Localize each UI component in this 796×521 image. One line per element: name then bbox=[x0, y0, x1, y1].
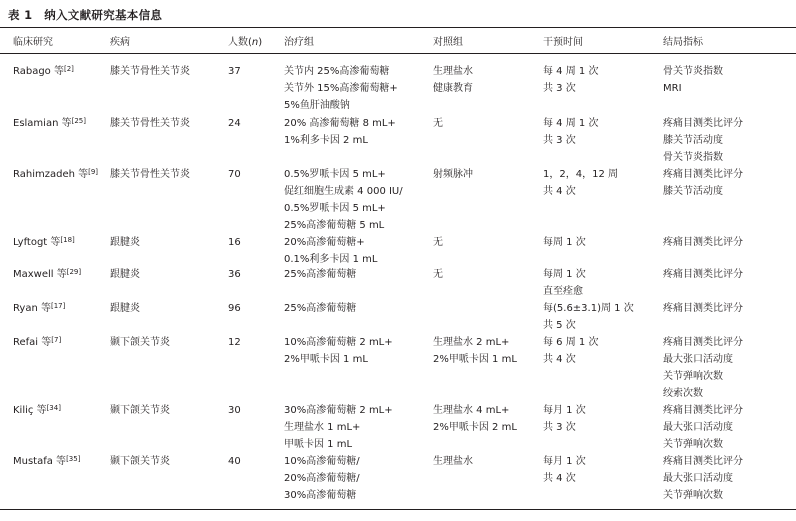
cell-study bbox=[13, 453, 80, 470]
study-author: Refai 等 bbox=[13, 337, 52, 348]
cell-treatment bbox=[284, 266, 356, 283]
cell-treatment-line: 10%高渗葡萄糖/ bbox=[284, 456, 360, 467]
cell-intervention-line: 1，2，4，12 周 bbox=[543, 169, 618, 180]
cell-intervention bbox=[543, 166, 618, 200]
cell-intervention-line: 每 4 周 1 次 bbox=[543, 66, 599, 77]
header-n bbox=[228, 36, 262, 50]
cell-treatment-line: 20%高渗葡萄糖+ bbox=[284, 237, 365, 248]
cell-intervention-line: 共 5 次 bbox=[543, 320, 576, 331]
study-author: Rahimzadeh 等 bbox=[13, 169, 89, 180]
cell-treatment-line: 生理盐水 1 mL+ bbox=[284, 422, 361, 433]
cell-treatment-line: 20%高渗葡萄糖/ bbox=[284, 473, 360, 484]
cell-outcome-line: 关节弹响次数 bbox=[663, 439, 723, 450]
cell-n: 24 bbox=[228, 118, 241, 129]
cell-outcome bbox=[663, 266, 743, 283]
cell-outcome bbox=[663, 63, 723, 97]
study-author: Eslamian 等 bbox=[13, 118, 72, 129]
cell-intervention-line: 每月 1 次 bbox=[543, 405, 586, 416]
cell-control bbox=[433, 334, 517, 368]
cell-outcome-line: 疼痛目测类比评分 bbox=[663, 456, 743, 467]
cell-treatment bbox=[284, 234, 377, 268]
cell-n: 16 bbox=[228, 237, 241, 248]
cell-intervention bbox=[543, 266, 586, 300]
reference-number: [7] bbox=[51, 336, 62, 344]
cell-outcome bbox=[663, 166, 743, 200]
cell-disease: 颞下颌关节炎 bbox=[110, 337, 170, 348]
cell-control-line: 生理盐水 bbox=[433, 456, 473, 467]
study-author: Ryan 等 bbox=[13, 303, 51, 314]
cell-intervention bbox=[543, 402, 586, 436]
cell-intervention bbox=[543, 300, 634, 334]
cell-outcome-line: 最大张口活动度 bbox=[663, 354, 733, 365]
cell-intervention bbox=[543, 334, 598, 368]
cell-intervention-line: 每 4 周 1 次 bbox=[543, 118, 599, 129]
reference-number: [35] bbox=[66, 455, 81, 463]
cell-outcome bbox=[663, 453, 743, 504]
cell-outcome-line: 最大张口活动度 bbox=[663, 473, 733, 484]
cell-control bbox=[433, 166, 473, 183]
study-author: Lyftogt 等 bbox=[13, 237, 61, 248]
cell-disease: 跟腱炎 bbox=[110, 303, 140, 314]
header-n-var: n bbox=[251, 37, 259, 48]
cell-outcome-line: 膝关节活动度 bbox=[663, 135, 723, 146]
cell-control-line: 射频脉冲 bbox=[433, 169, 473, 180]
cell-intervention-line: 共 3 次 bbox=[543, 135, 576, 146]
cell-control-line: 无 bbox=[433, 269, 443, 280]
cell-treatment bbox=[284, 300, 356, 317]
cell-control-line: 生理盐水 2 mL+ bbox=[433, 337, 510, 348]
cell-control-line: 生理盐水 bbox=[433, 66, 473, 77]
cell-study bbox=[13, 234, 75, 251]
cell-outcome-line: 疼痛目测类比评分 bbox=[663, 118, 743, 129]
cell-study bbox=[13, 63, 74, 80]
cell-outcome-line: 骨关节炎指数 bbox=[663, 152, 723, 163]
cell-intervention bbox=[543, 63, 598, 97]
reference-number: [2] bbox=[63, 65, 74, 73]
cell-treatment bbox=[284, 115, 396, 149]
reference-number: [29] bbox=[66, 268, 82, 276]
cell-treatment-line: 25%高渗葡萄糖 bbox=[284, 303, 357, 314]
cell-n: 70 bbox=[228, 169, 241, 180]
cell-n: 30 bbox=[228, 405, 241, 416]
cell-outcome-line: 最大张口活动度 bbox=[663, 422, 733, 433]
header-control: 对照组 bbox=[433, 37, 463, 48]
cell-control-line: 健康教育 bbox=[433, 83, 473, 94]
study-author: Kiliç 等 bbox=[13, 405, 47, 416]
cell-disease: 跟腱炎 bbox=[110, 269, 140, 280]
table-caption: 表 1 纳入文献研究基本信息 bbox=[8, 8, 163, 22]
cell-intervention-line: 共 4 次 bbox=[543, 354, 576, 365]
header-n-suffix: ) bbox=[258, 37, 263, 48]
reference-number: [34] bbox=[46, 404, 61, 412]
cell-intervention-line: 共 4 次 bbox=[543, 186, 576, 197]
cell-outcome bbox=[663, 334, 743, 402]
cell-outcome-line: 疼痛目测类比评分 bbox=[663, 405, 743, 416]
cell-control-line: 无 bbox=[433, 118, 443, 129]
cell-intervention-line: 共 4 次 bbox=[543, 473, 576, 484]
cell-control bbox=[433, 115, 443, 132]
reference-number: [25] bbox=[71, 117, 86, 125]
cell-treatment bbox=[284, 402, 393, 453]
cell-outcome-line: 疼痛目测类比评分 bbox=[663, 169, 743, 180]
cell-treatment bbox=[284, 166, 403, 234]
cell-intervention-line: 每周 1 次 bbox=[543, 237, 586, 248]
cell-study bbox=[13, 115, 86, 132]
header-n-prefix: 人数( bbox=[228, 37, 252, 48]
reference-number: [9] bbox=[88, 168, 99, 176]
cell-disease: 颞下颌关节炎 bbox=[110, 405, 170, 416]
cell-intervention-line: 每周 1 次 bbox=[543, 269, 586, 280]
cell-treatment-line: 关节外 15%高渗葡萄糖+ bbox=[284, 83, 398, 94]
header-intervention: 干预时间 bbox=[543, 37, 583, 48]
cell-n: 96 bbox=[228, 303, 241, 314]
header-treatment: 治疗组 bbox=[284, 37, 314, 48]
cell-treatment-line: 30%高渗葡萄糖 2 mL+ bbox=[284, 405, 393, 416]
cell-treatment bbox=[284, 63, 398, 114]
cell-outcome-line: 疼痛目测类比评分 bbox=[663, 303, 743, 314]
study-author: Mustafa 等 bbox=[13, 456, 67, 467]
cell-treatment-line: 0.5%罗哌卡因 5 mL+ bbox=[284, 203, 386, 214]
cell-treatment-line: 0.1%利多卡因 1 mL bbox=[284, 254, 378, 265]
cell-control bbox=[433, 234, 443, 251]
cell-control-line: 生理盐水 4 mL+ bbox=[433, 405, 510, 416]
cell-study bbox=[13, 266, 81, 283]
cell-study bbox=[13, 166, 98, 183]
cell-outcome-line: 疼痛目测类比评分 bbox=[663, 269, 743, 280]
cell-treatment-line: 促红细胞生成素 4 000 IU/ bbox=[284, 186, 403, 197]
cell-outcome bbox=[663, 300, 743, 317]
cell-disease: 膝关节骨性关节炎 bbox=[110, 169, 190, 180]
cell-control-line: 2%甲哌卡因 1 mL bbox=[433, 354, 517, 365]
header-disease: 疾病 bbox=[110, 37, 130, 48]
cell-outcome-line: MRI bbox=[663, 83, 682, 94]
cell-disease: 颞下颌关节炎 bbox=[110, 456, 170, 467]
cell-n: 37 bbox=[228, 66, 241, 77]
cell-control-line: 无 bbox=[433, 237, 443, 248]
cell-outcome-line: 关节弹响次数 bbox=[663, 371, 723, 382]
cell-treatment-line: 0.5%罗哌卡因 5 mL+ bbox=[284, 169, 386, 180]
cell-treatment-line: 25%高渗葡萄糖 bbox=[284, 269, 357, 280]
cell-treatment-line: 甲哌卡因 1 mL bbox=[284, 439, 353, 450]
cell-treatment-line: 20% 高渗葡萄糖 8 mL+ bbox=[284, 118, 396, 129]
cell-disease: 跟腱炎 bbox=[110, 237, 140, 248]
study-author: Rabago 等 bbox=[13, 66, 64, 77]
cell-intervention bbox=[543, 234, 586, 251]
reference-number: [17] bbox=[50, 302, 66, 310]
cell-control bbox=[433, 63, 473, 97]
cell-treatment-line: 5%鱼肝油酸钠 bbox=[284, 100, 350, 111]
cell-outcome-line: 疼痛目测类比评分 bbox=[663, 237, 743, 248]
cell-disease: 膝关节骨性关节炎 bbox=[110, 118, 190, 129]
cell-outcome-line: 疼痛目测类比评分 bbox=[663, 337, 743, 348]
cell-outcome-line: 关节弹响次数 bbox=[663, 490, 723, 501]
bottom-rule bbox=[0, 509, 796, 510]
cell-intervention-line: 每月 1 次 bbox=[543, 456, 586, 467]
cell-n: 12 bbox=[228, 337, 241, 348]
cell-intervention-line: 共 3 次 bbox=[543, 83, 576, 94]
cell-outcome bbox=[663, 402, 743, 453]
cell-treatment bbox=[284, 453, 360, 504]
cell-control bbox=[433, 453, 473, 470]
reference-number: [18] bbox=[60, 236, 75, 244]
cell-intervention bbox=[543, 115, 598, 149]
cell-outcome bbox=[663, 115, 743, 166]
cell-treatment-line: 1%利多卡因 2 mL bbox=[284, 135, 368, 146]
study-author: Maxwell 等 bbox=[13, 269, 67, 280]
cell-study bbox=[13, 402, 61, 419]
cell-outcome-line: 骨关节炎指数 bbox=[663, 66, 723, 77]
cell-outcome bbox=[663, 234, 743, 251]
cell-treatment-line: 25%高渗葡萄糖 5 mL bbox=[284, 220, 385, 231]
header-rule bbox=[0, 53, 796, 54]
cell-treatment bbox=[284, 334, 393, 368]
cell-study bbox=[13, 300, 65, 317]
top-rule bbox=[0, 27, 796, 28]
cell-n: 36 bbox=[228, 269, 241, 280]
cell-outcome-line: 膝关节活动度 bbox=[663, 186, 723, 197]
cell-control bbox=[433, 402, 517, 436]
cell-outcome-line: 绞索次数 bbox=[663, 388, 703, 399]
header-outcome: 结局指标 bbox=[663, 37, 703, 48]
cell-treatment-line: 关节内 25%高渗葡萄糖 bbox=[284, 66, 390, 77]
cell-intervention-line: 共 3 次 bbox=[543, 422, 576, 433]
cell-study bbox=[13, 334, 61, 351]
cell-control bbox=[433, 266, 443, 283]
cell-treatment-line: 2%甲哌卡因 1 mL bbox=[284, 354, 368, 365]
header-study: 临床研究 bbox=[13, 37, 53, 48]
cell-control-line: 2%甲哌卡因 2 mL bbox=[433, 422, 517, 433]
cell-intervention bbox=[543, 453, 586, 487]
cell-disease: 膝关节骨性关节炎 bbox=[110, 66, 190, 77]
cell-intervention-line: 直至痊愈 bbox=[543, 286, 583, 297]
cell-n: 40 bbox=[228, 456, 241, 467]
cell-intervention-line: 每 6 周 1 次 bbox=[543, 337, 599, 348]
cell-treatment-line: 30%高渗葡萄糖 bbox=[284, 490, 357, 501]
cell-treatment-line: 10%高渗葡萄糖 2 mL+ bbox=[284, 337, 393, 348]
cell-intervention-line: 每(5.6±3.1)周 1 次 bbox=[543, 303, 634, 314]
